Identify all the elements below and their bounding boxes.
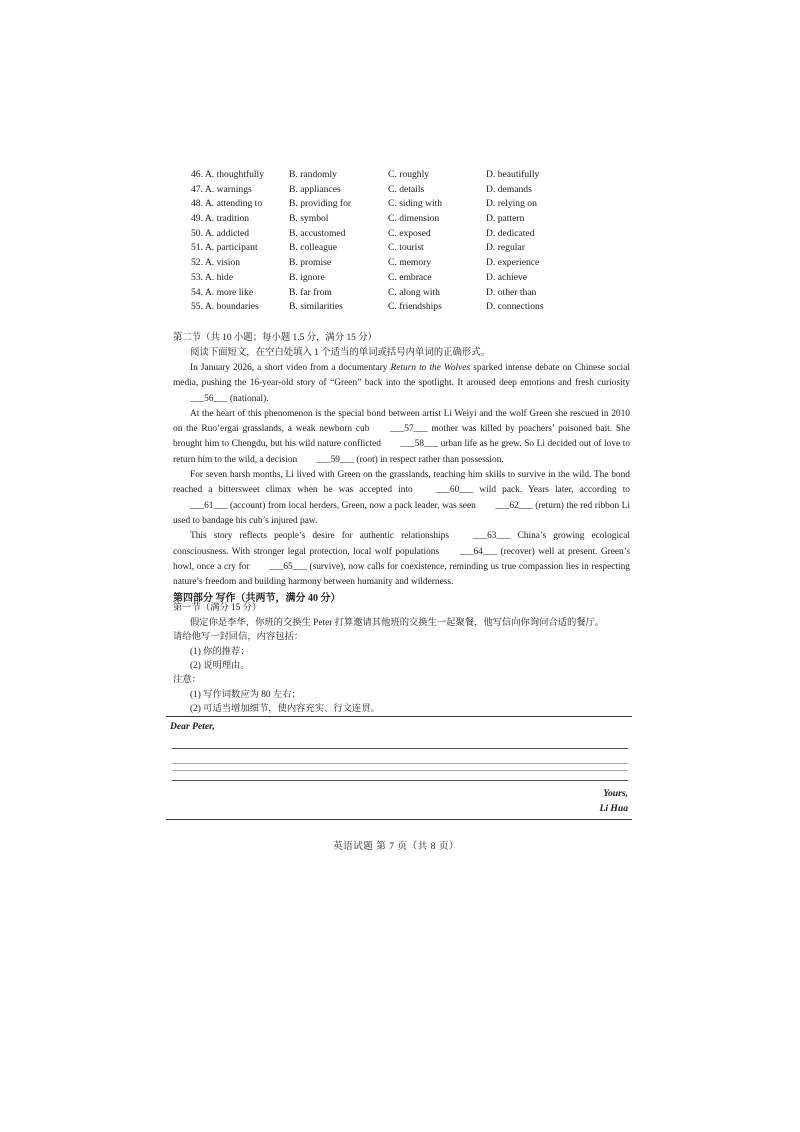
blank-60: ___60___ <box>435 485 474 496</box>
option-choice: D. experience <box>486 257 540 269</box>
option-choice: D. regular <box>486 242 525 254</box>
option-choice: C. embrace <box>388 271 432 283</box>
text-run: wild pack. Years later, according to <box>473 485 630 496</box>
text-run: (recover) well at present. Green’s howl, once a cry for <box>173 546 630 572</box>
prompt-item-2: (2) 说明理由。 <box>190 661 250 671</box>
section1-title: 第一节（满分 15 分） <box>173 603 262 613</box>
option-choice: C. siding with <box>388 198 443 210</box>
option-row <box>191 271 566 286</box>
option-choice: D. dedicated <box>486 227 535 239</box>
option-choice: C. friendships <box>388 301 442 313</box>
note-label: 注意： <box>173 675 201 685</box>
part4-title: 第四部分 写作（共两节，满分 40 分） <box>173 593 341 604</box>
text-run: (root) in respect rather than possession. <box>354 454 504 465</box>
option-choice: 46. A. thoughtfully <box>191 169 265 180</box>
option-choice: D. demands <box>486 183 532 195</box>
blank-58: ___58___ <box>400 439 439 450</box>
option-choice: D. connections <box>486 301 544 313</box>
option-row <box>191 286 566 301</box>
blank-56: ___56___ <box>190 393 228 404</box>
text-run: This story reflects people’s desire for authentic relationships <box>190 531 456 542</box>
option-choice: D. pattern <box>486 213 525 225</box>
text-run: mother was killed by poachers’ poisoned bait. She brought him to Chengdu, but his wild nature conflicted <box>173 424 630 450</box>
option-choice: B. providing for <box>289 198 352 210</box>
option-choice: 53. A. hide <box>191 271 234 283</box>
option-choice: B. accustomed <box>289 227 346 239</box>
blank-61: ___61___ <box>190 500 228 511</box>
text-run: urban life as he grew. So Li decided out of love to return him to the wild, a decision <box>173 439 631 465</box>
option-choice: B. appliances <box>289 183 341 195</box>
passage-paragraph-3 <box>173 468 630 529</box>
options-table <box>191 168 566 315</box>
option-choice: B. symbol <box>289 213 329 225</box>
text-run: In January 2026, a short video from a documentary <box>190 363 391 373</box>
letter-closing: Yours, <box>603 788 628 799</box>
blank-64: ___64___ <box>459 546 498 557</box>
answer-box[interactable] <box>166 716 632 820</box>
option-row <box>191 183 566 198</box>
option-row <box>191 300 566 315</box>
option-row <box>191 212 566 227</box>
writing-line[interactable] <box>172 748 628 749</box>
option-choice: 51. A. participant <box>191 242 258 254</box>
text-run: For seven harsh months, Li lived with Green on the grasslands, teaching him skills to survive in the wild. The bond reached a bittersweet climax when he was accepted into <box>173 470 630 496</box>
option-choice: D. other than <box>486 286 537 298</box>
passage-paragraph-1 <box>173 361 630 407</box>
option-choice: C. roughly <box>388 169 430 180</box>
option-choice: C. along with <box>388 286 440 298</box>
option-choice: B. similarities <box>289 301 343 313</box>
option-choice: D. beautifully <box>486 169 540 180</box>
text-run: (account) from local herders, Green, now a pack leader, was seen <box>227 500 479 511</box>
option-row <box>191 168 566 183</box>
letter-signature: Li Hua <box>599 803 628 814</box>
option-choice: B. far from <box>289 286 332 298</box>
option-choice: B. colleague <box>289 242 337 254</box>
text-run: (national). <box>227 393 269 404</box>
writing-line[interactable] <box>172 763 628 764</box>
section2-instruction: 阅读下面短文，在空白处填入 1 个适当的单词或括号内单词的正确形式。 <box>190 348 491 358</box>
option-row <box>191 227 566 242</box>
option-choice: 47. A. warnings <box>191 183 252 195</box>
blank-62: ___62___ <box>495 500 533 511</box>
prompt-line-2: 请给他写一封回信，内容包括： <box>173 632 304 642</box>
blank-57: ___57___ <box>390 424 428 435</box>
option-choice: 48. A. attending to <box>191 198 263 210</box>
note-item-2: (2) 可适当增加细节，使内容充实、行文连贯。 <box>190 704 380 714</box>
prompt-line-1: 假定你是李华，你班的交换生 Peter 打算邀请其他班的交换生一起聚餐，他写信向你询问合适的餐厅。 <box>190 618 605 628</box>
blank-65: ___65___ <box>269 561 307 572</box>
option-choice: 55. A. boundaries <box>191 301 259 313</box>
prompt-item-1: (1) 你的推荐； <box>190 647 250 657</box>
option-choice: C. dimension <box>388 213 440 225</box>
note-item-1: (1) 写作词数应为 80 左右； <box>190 690 301 700</box>
letter-greeting: Dear Peter, <box>170 721 215 732</box>
option-choice: B. randomly <box>289 169 337 180</box>
option-choice: 50. A. addicted <box>191 227 250 239</box>
option-row <box>191 197 566 212</box>
option-choice: C. tourist <box>388 242 424 254</box>
option-choice: C. details <box>388 183 425 195</box>
option-choice: 52. A. vision <box>191 257 241 269</box>
option-choice: B. promise <box>289 257 332 269</box>
text-run: (return) the red ribbon Li used to bandage his cub’s injured paw. <box>173 500 630 526</box>
passage-paragraph-4 <box>173 529 630 590</box>
option-row <box>191 241 566 256</box>
text-run: sparked intense debate on Chinese social media, pushing the 16-year-old story of “Green” back into the spotlight. It aroused deep emotions and fresh curiosity <box>173 363 630 389</box>
option-choice: C. exposed <box>388 227 431 239</box>
text-run: (survive), now calls for coexistence, reminding us true compassion lies in respecting nature’s freedom and building harmony between humanity and wilderness. <box>173 561 630 588</box>
blank-59: ___59___ <box>316 454 355 465</box>
section2-title: 第二节（共 10 小题；每小题 1.5 分，满分 15 分） <box>173 333 377 343</box>
writing-line[interactable] <box>172 780 628 781</box>
passage-paragraph-2 <box>173 407 630 468</box>
section2 <box>173 331 630 590</box>
text-run: China’s growing ecological consciousness. With stronger legal protection, local wolf populations <box>173 531 630 557</box>
writing-line[interactable] <box>172 770 628 771</box>
text-run: At the heart of this phenomenon is the special bond between artist Li Weiyi and the wolf Green she rescued in 2010 on the Ruo’ergai grasslands, a weak newborn cub <box>173 408 630 435</box>
blank-63: ___63___ <box>473 531 511 542</box>
page-footer: 英语试题 第 7 页（共 8 页） <box>333 841 460 852</box>
documentary-title: Return to the Wolves <box>390 363 471 373</box>
option-choice: D. achieve <box>486 271 528 283</box>
option-choice: 49. A. tradition <box>191 213 250 225</box>
option-choice: C. memory <box>388 257 432 269</box>
option-choice: B. ignore <box>289 271 325 283</box>
option-choice: D. relying on <box>486 198 537 210</box>
option-choice: 54. A. more like <box>191 286 254 298</box>
option-row <box>191 256 566 271</box>
